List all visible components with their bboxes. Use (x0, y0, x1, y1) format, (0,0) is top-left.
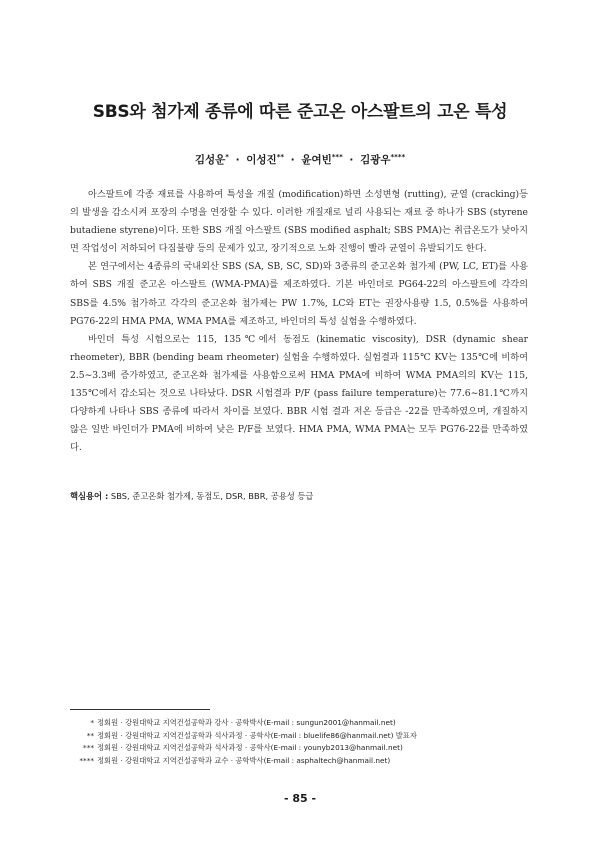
footnote-text: 정회원 · 강원대학교 지역건설공학과 석사과정 · 공학사(E-mail : bluelife86@hanmail.net) 발표자 (97, 730, 417, 740)
keywords-value: SBS, 준고온화 첨가제, 동점도, DSR, BBR, 공용성 등급 (110, 491, 314, 501)
author-mark: *** (331, 153, 343, 161)
abstract (70, 186, 528, 457)
footnote-mark: * (90, 718, 94, 727)
author-name: 이성진 (246, 154, 277, 166)
footnote-mark: *** (83, 743, 94, 753)
footnote-text: 정회원 · 강원대학교 지역건설공학과 석사과정 · 공학사(E-mail : younyb2013@hanmail.net) (97, 743, 403, 753)
author-name: 윤여빈 (301, 154, 332, 166)
author-name: 김성운 (194, 154, 226, 166)
footnote-text: 정회원 · 강원대학교 지역건설공학과 교수 · 공학박사(E-mail : asphaltech@hanmail.net) (97, 755, 391, 765)
abstract-paragraph: 바인더 특성 시험으로는 115, 135℃에서 동점도 (kinematic viscosity), DSR (dynamic shear rheometer), BBR (bending beam rheometer) 실험을 수행하였다. 실험결과 115℃ KV는 135℃에 비하여 2.5∼3.3배 증가하였고, 준고온화 첨가제를 사용함으로써 HMA PMA에 비하여 WMA PMA의의 KV는 115, 135℃에서 감소되는 것으로 나타났다. DSR 시험결과 P/F (pass failure temperature)는 77.6∼81.1℃까지 다양하게 나타나 SBS 종류에 따라서 차이를 보였다. BBR 시험 결과 저온 등급은 -22를 만족하였으며, 개질하지 않은 일반 바인더가 PMA에 비하여 낮은 P/F를 보였다. HMA PMA, WMA PMA는 모두 PG76-22를 만족하였다. (70, 333, 528, 454)
author-separator: · (235, 154, 240, 166)
author-mark: **** (390, 153, 406, 161)
page-number: - 85 - (283, 792, 317, 805)
footnote (70, 717, 530, 730)
footnote-text: 정회원 · 강원대학교 지역건설공학과 강사 · 공학박사(E-mail : sungun2001@hanmail.net) (97, 718, 396, 727)
keywords (70, 490, 528, 502)
footnote-mark: ** (86, 730, 94, 740)
footnote-divider (70, 709, 210, 710)
author-name: 김광우 (360, 154, 391, 166)
abstract-paragraph: 아스팔트에 각종 재료를 사용하여 특성을 개질 (modification)하면 소성변형 (rutting), 균열 (cracking)등의 발생을 감소시켜 포장의 수명을 연장할 수 있다. 이러한 개질재로 널리 사용되는 재료 중 하나가 SBS (styrene butadiene styrene)이다. 또한 SBS 개질 아스팔트 (SBS modified asphalt; SBS PMA)는 취급온도가 낮아지면 작업성이 저하되어 다짐불량 등의 문제가 있고, 장기적으로 노화 진행이 빨라 균열이 유발되기도 한다. (70, 189, 528, 255)
author-separator: · (290, 154, 295, 166)
footnotes (70, 717, 530, 767)
footnote-mark: **** (79, 755, 94, 765)
footnote (70, 730, 530, 743)
author-separator: · (349, 154, 354, 166)
footnote (70, 755, 530, 768)
author-line (0, 152, 600, 167)
paper-title: SBS와 첨가제 종류에 따른 준고온 아스팔트의 고온 특성 (92, 102, 508, 122)
author-mark: ** (276, 153, 285, 161)
author-mark: * (225, 153, 229, 161)
footnote (70, 742, 530, 755)
abstract-paragraph: 본 연구에서는 4종류의 국내외산 SBS (SA, SB, SC, SD)와 3종류의 준고온화 첨가제 (PW, LC, ET)를 사용하여 SBS 개질 준고온 아스팔트 (WMA-PMA)를 제조하였다. 기본 바인더로 PG64-22의 아스팔트에 각각의 SBS를 4.5% 첨가하고 각각의 준고온화 첨가제는 PW 1.7%, LC와 ET는 권장사용량 1.5, 0.5%를 사용하여 PG76-22의 HMA PMA, WMA PMA를 제조하고, 바인더의 특성 실험을 수행하였다. (70, 261, 528, 327)
keywords-label: 핵심용어 : (70, 491, 109, 501)
